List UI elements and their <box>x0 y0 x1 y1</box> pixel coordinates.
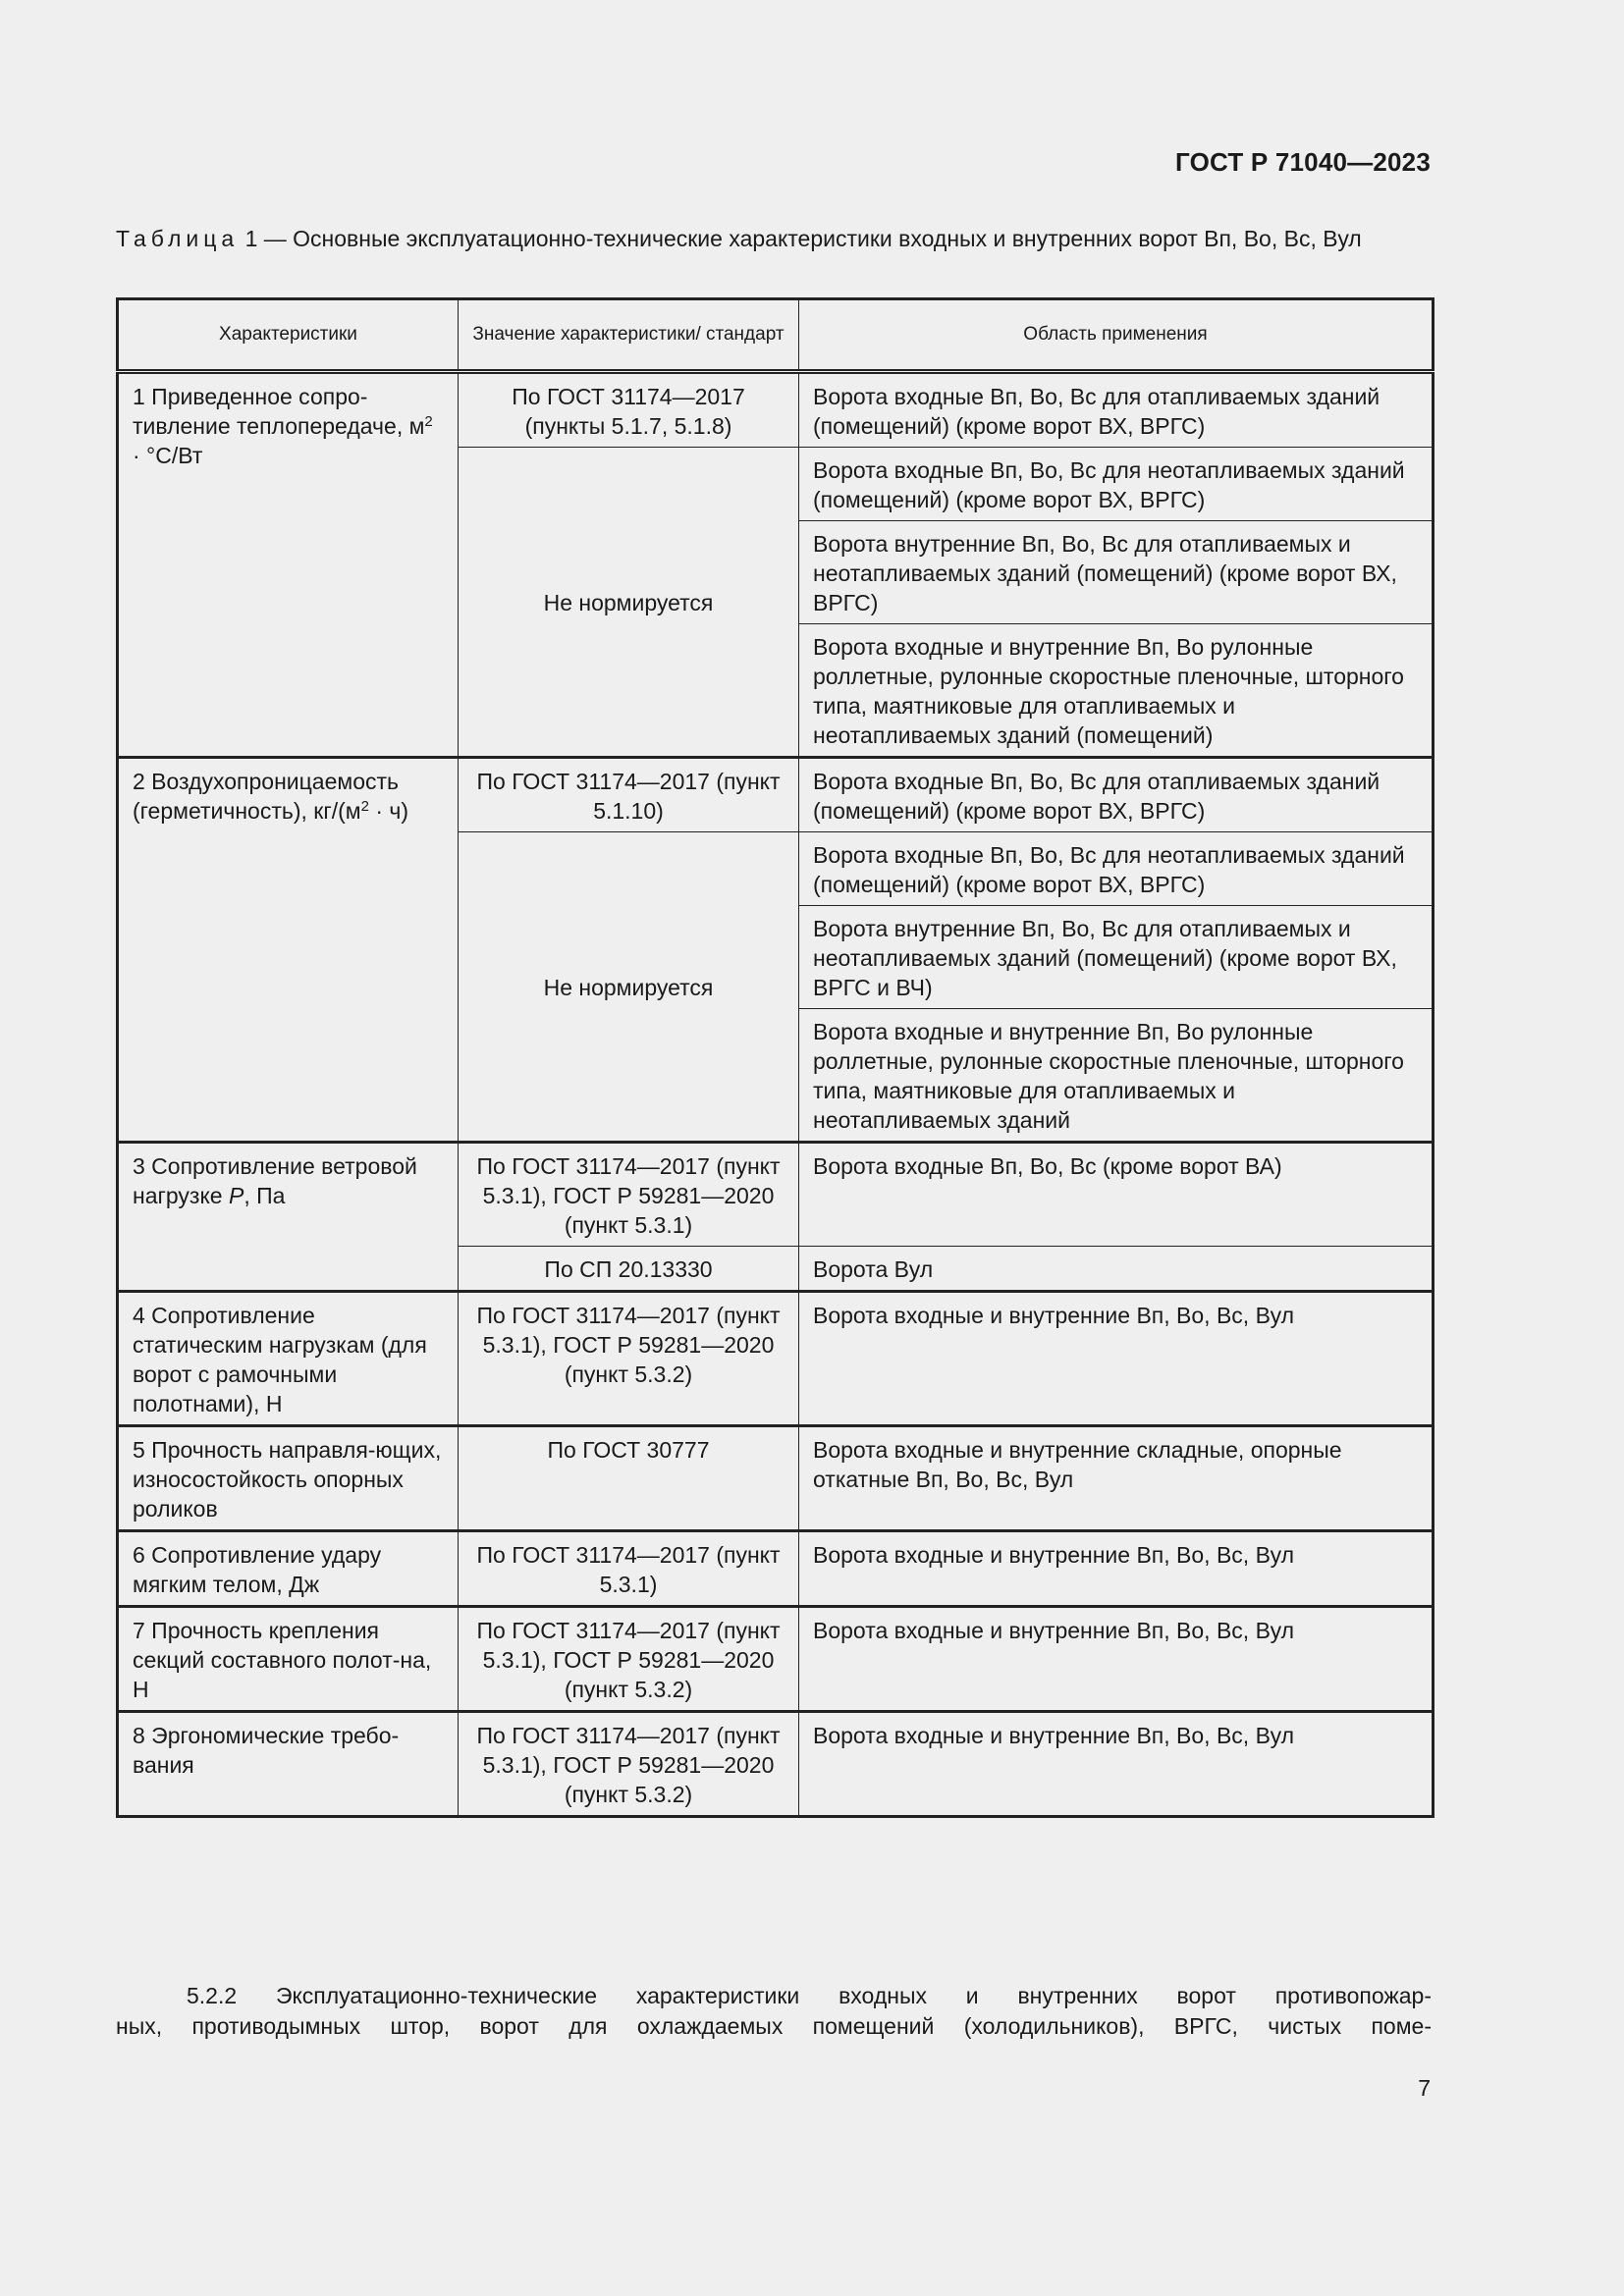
table-row <box>118 1607 1434 1712</box>
page-number: 7 <box>1418 2075 1431 2101</box>
scope-cell: Ворота входные и внутренние складные, опорные откатные Вп, Во, Вс, Вул <box>799 1426 1434 1531</box>
scope-cell: Ворота входные и внутренние Вп, Во, Вс, Вул <box>799 1712 1434 1817</box>
scope-cell: Ворота внутренние Вп, Во, Вс для отапливаемых и неотапливаемых зданий (помещений) (кроме ворот ВХ, ВРГС и ВЧ) <box>799 906 1434 1009</box>
body-paragraph <box>116 1981 1432 2042</box>
scope-cell: Ворота входные и внутренние Вп, Во, Вс, Вул <box>799 1292 1434 1426</box>
scope-cell: Ворота входные Вп, Во, Вс для неотапливаемых зданий (помещений) (кроме ворот ВХ, ВРГС) <box>799 832 1434 906</box>
table-row <box>118 1143 1434 1247</box>
characteristic-cell: 1 Приведенное сопро-тивление теплопередаче, $м^2 \cdot ^\circ С/Вт$ <box>118 372 459 758</box>
table-row <box>118 1426 1434 1531</box>
table-row <box>118 758 1434 832</box>
table-row <box>118 1531 1434 1607</box>
table-caption <box>116 224 1432 253</box>
characteristic-cell: 4 Сопротивление статическим нагрузкам (для ворот с рамочными полотнами), Н <box>118 1292 459 1426</box>
value-cell: Не нормируется <box>459 448 799 758</box>
document-code: ГОСТ Р 71040—2023 <box>1175 147 1431 177</box>
value-cell: По ГОСТ 31174—2017 (пункт 5.3.1), ГОСТ Р 59281—2020 (пункт 5.3.2) <box>459 1712 799 1817</box>
characteristic-cell: 8 Эргономические требо-вания <box>118 1712 459 1817</box>
scope-cell: Ворота входные и внутренние Вп, Во, Вс, Вул <box>799 1531 1434 1607</box>
value-cell: По ГОСТ 31174—2017 (пункт 5.3.1) <box>459 1531 799 1607</box>
value-cell: По ГОСТ 31174—2017 (пункт 5.3.1), ГОСТ Р 59281—2020 (пункт 5.3.1) <box>459 1143 799 1247</box>
value-cell: По ГОСТ 31174—2017 (пункт 5.3.1), ГОСТ Р 59281—2020 (пункт 5.3.2) <box>459 1607 799 1712</box>
characteristic-cell: 7 Прочность крепления секций составного полот-на, Н <box>118 1607 459 1712</box>
scope-cell: Ворота входные Вп, Во, Вс для отапливаемых зданий (помещений) (кроме ворот ВХ, ВРГС) <box>799 758 1434 832</box>
scope-cell: Ворота входные и внутренние Вп, Во, Вс, Вул <box>799 1607 1434 1712</box>
value-cell: По ГОСТ 30777 <box>459 1426 799 1531</box>
value-cell: Не нормируется <box>459 832 799 1143</box>
characteristic-cell: 2 Воздухопроницаемость (герметичность), $кг/(м^2 \cdot ч)$ <box>118 758 459 1143</box>
scope-cell: Ворота Вул <box>799 1247 1434 1292</box>
paragraph-line-2: ных, противодымных штор, ворот для охлаждаемых помещений (холодильников), ВРГС, чистых поме- <box>116 2013 1432 2039</box>
scope-cell: Ворота входные Вп, Во, Вс (кроме ворот ВА) <box>799 1143 1434 1247</box>
table-row <box>118 1292 1434 1426</box>
caption-text: 1 — Основные эксплуатационно-технические характеристики входных и внутренних ворот Вп, Во, Вс, Вул <box>244 226 1362 251</box>
scope-cell: Ворота входные и внутренние Вп, Во рулонные роллетные, рулонные скоростные пленочные, шторного типа, маятниковые для отапливаемых и неотапливаемых зданий <box>799 1009 1434 1143</box>
value-cell: По СП 20.13330 <box>459 1247 799 1292</box>
caption-label: Таблица <box>116 226 240 251</box>
characteristic-cell: 6 Сопротивление удару мягким телом, Дж <box>118 1531 459 1607</box>
characteristic-cell: 5 Прочность направля-ющих, износостойкость опорных роликов <box>118 1426 459 1531</box>
value-cell: По ГОСТ 31174—2017 (пункт 5.3.1), ГОСТ Р 59281—2020 (пункт 5.3.2) <box>459 1292 799 1426</box>
scope-cell: Ворота внутренние Вп, Во, Вс для отапливаемых и неотапливаемых зданий (помещений) (кроме ворот ВХ, ВРГС) <box>799 521 1434 624</box>
header-scope: Область применения <box>799 299 1434 372</box>
table-header-row <box>118 299 1434 372</box>
scope-cell: Ворота входные Вп, Во, Вс для отапливаемых зданий (помещений) (кроме ворот ВХ, ВРГС) <box>799 372 1434 448</box>
characteristics-table <box>116 297 1435 1818</box>
scope-cell: Ворота входные и внутренние Вп, Во рулонные роллетные, рулонные скоростные пленочные, шторного типа, маятниковые для отапливаемых и неотапливаемых зданий (помещений) <box>799 624 1434 758</box>
characteristic-cell: 3 Сопротивление ветровой нагрузке Р, Па <box>118 1143 459 1292</box>
value-cell: По ГОСТ 31174—2017 (пункт 5.1.10) <box>459 758 799 832</box>
header-value-standard: Значение характеристики/ стандарт <box>459 299 799 372</box>
scope-cell: Ворота входные Вп, Во, Вс для неотапливаемых зданий (помещений) (кроме ворот ВХ, ВРГС) <box>799 448 1434 521</box>
table-row <box>118 372 1434 448</box>
header-characteristics: Характеристики <box>118 299 459 372</box>
paragraph-line-1: 5.2.2 Эксплуатационно-технические характеристики входных и внутренних ворот противопожар- <box>187 1983 1432 2008</box>
table-row <box>118 1712 1434 1817</box>
value-cell: По ГОСТ 31174—2017 (пункты 5.1.7, 5.1.8) <box>459 372 799 448</box>
